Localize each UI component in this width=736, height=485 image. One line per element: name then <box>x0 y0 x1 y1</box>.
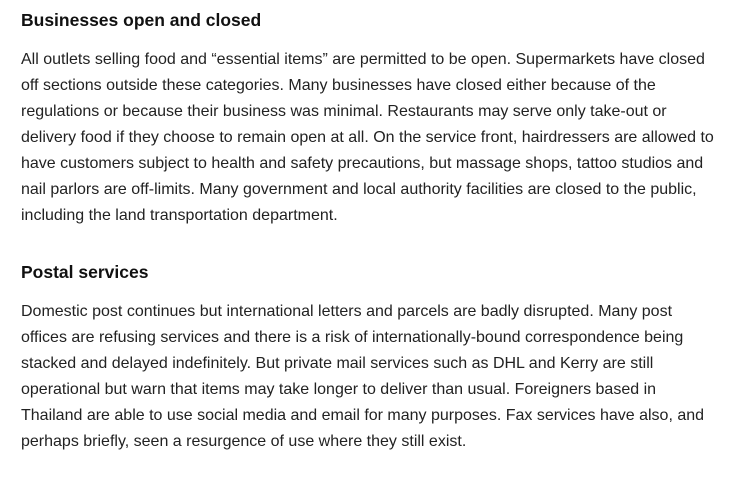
section-businesses <box>21 8 721 229</box>
article <box>21 8 721 455</box>
section-heading-postal: Postal services <box>21 262 149 282</box>
section-body-businesses: All outlets selling food and “essential items” are permitted to be open. Supermarkets have closed off sections outside these categories. Many businesses have closed either because of the regulations or because their business was minimal. Restaurants may serve only take-out or delivery food if they choose to remain open at all. On the service front, hairdressers are allowed to have customers subject to health and safety precautions, but massage shops, tattoo studios and nail parlors are off-limits. Many government and local authority facilities are closed to the public, including the land transportation department. <box>21 51 714 224</box>
section-body-postal: Domestic post continues but international letters and parcels are badly disrupted. Many post offices are refusing services and there is a risk of internationally-bound correspondence being stacked and delayed indefinitely. But private mail services such as DHL and Kerry are still operational but warn that items may take longer to deliver than usual. Foreigners based in Thailand are able to use social media and email for many purposes. Fax services have also, and perhaps briefly, seen a resurgence of use where they still exist. <box>21 303 705 450</box>
section-heading-businesses: Businesses open and closed <box>21 10 262 30</box>
section-postal <box>21 260 721 455</box>
